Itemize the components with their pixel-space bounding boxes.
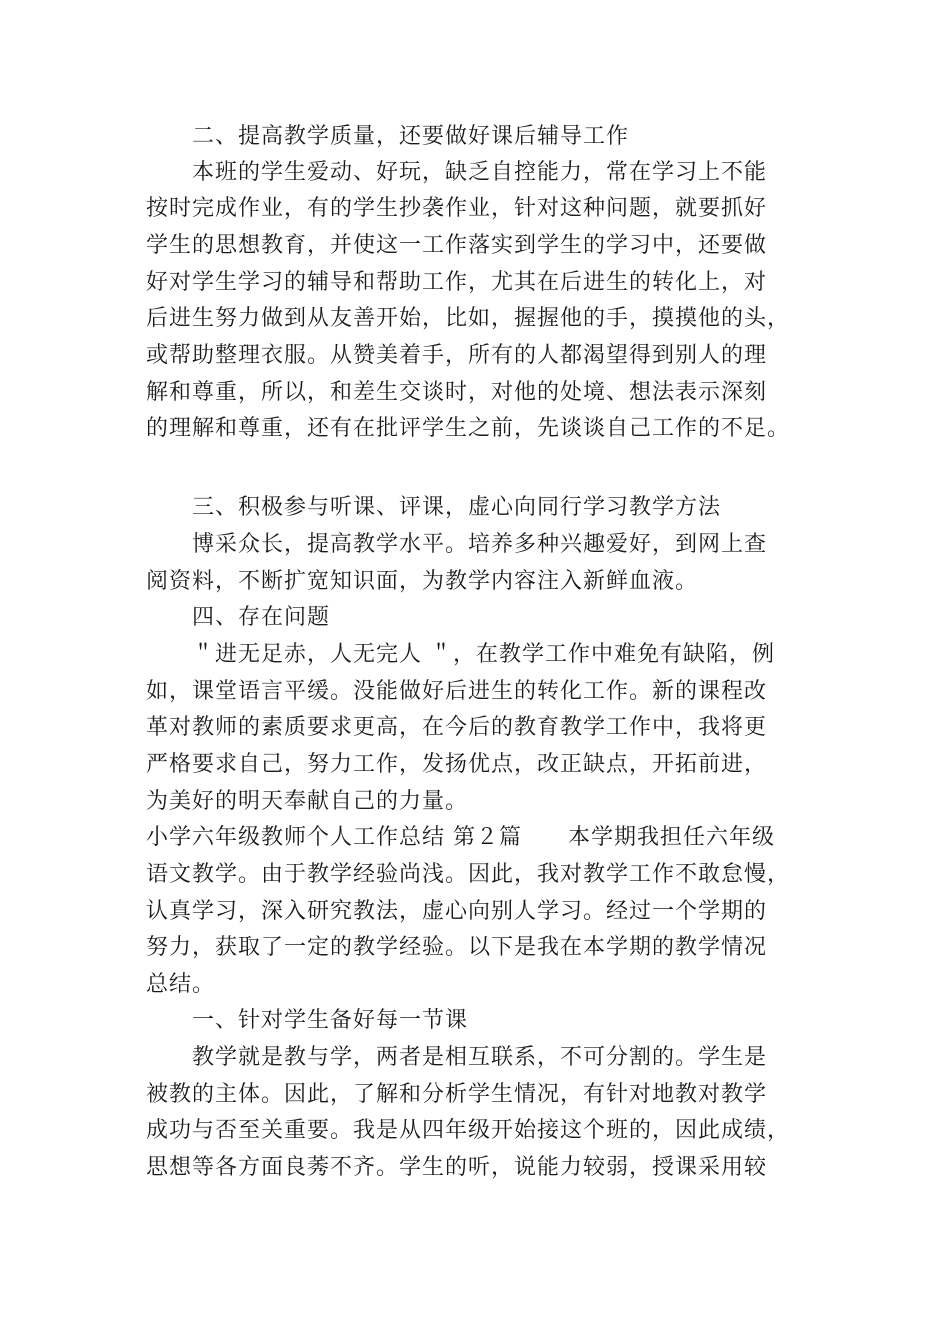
paragraph-line: 认真学习，深入研究教法，虚心向别人学习。经过一个学期的	[146, 899, 768, 924]
paragraph-line: 或帮助整理衣服。从赞美着手，所有的人都渴望得到别人的理	[146, 343, 768, 368]
paragraph-line: 努力，获取了一定的教学经验。以下是我在本学期的教学情况	[146, 935, 768, 960]
paragraph-line: 后进生努力做到从友善开始，比如，握握他的手，摸摸他的头，	[146, 306, 791, 331]
paragraph-line: 按时完成作业，有的学生抄袭作业，针对这种问题，就要抓好	[146, 196, 768, 221]
paragraph-line: 语文教学。由于教学经验尚浅。因此，我对教学工作不敢怠慢，	[146, 862, 791, 887]
paragraph-line: 革对教师的素质要求更高，在今后的教育教学工作中，我将更	[146, 715, 768, 740]
paragraph-line: 好对学生学习的辅导和帮助工作，尤其在后进生的转化上，对	[146, 270, 768, 295]
section-heading-1: 一、针对学生备好每一节课	[146, 1008, 469, 1033]
section-heading-3: 三、积极参与听课、评课，虚心向同行学习教学方法	[146, 495, 722, 520]
paragraph-line: 学生的思想教育，并使这一工作落实到学生的学习中，还要做	[146, 233, 768, 258]
paragraph-line: ＂进无足赤，人无完人 ＂，在教学工作中难免有缺陷，例	[146, 642, 775, 667]
paragraph-line: 思想等各方面良莠不齐。学生的听，说能力较弱，授课采用较	[146, 1155, 768, 1180]
paragraph-line: 如，课堂语言平缓。没能做好后进生的转化工作。新的课程改	[146, 679, 768, 704]
paragraph-line: 博采众长，提高教学水平。培养多种兴趣爱好，到网上查	[146, 532, 768, 557]
section-heading-4: 四、存在问题	[146, 605, 331, 630]
paragraph-line: 严格要求自己，努力工作，发扬优点，改正缺点，开拓前进，	[146, 752, 768, 777]
paragraph-line: 教学就是教与学，两者是相互联系，不可分割的。学生是	[146, 1045, 768, 1070]
paragraph-line: 解和尊重，所以，和差生交谈时，对他的处境、想法表示深刻	[146, 380, 768, 405]
paragraph-line: 本班的学生爱动、好玩，缺乏自控能力，常在学习上不能	[146, 160, 768, 185]
article-title-line: 小学六年级教师个人工作总结 第２篇 本学期我担任六年级	[146, 825, 775, 850]
paragraph-line: 阅资料，不断扩宽知识面，为教学内容注入新鲜血液。	[146, 569, 699, 594]
paragraph-line: 被教的主体。因此，了解和分析学生情况，有针对地教对教学	[146, 1082, 768, 1107]
section-heading-2: 二、提高教学质量，还要做好课后辅导工作	[146, 124, 630, 149]
paragraph-line: 总结。	[146, 972, 216, 997]
paragraph-line: 的理解和尊重，还有在批评学生之前，先谈谈自己工作的不足。	[146, 416, 791, 441]
paragraph-line: 为美好的明天奉献自己的力量。	[146, 789, 469, 814]
paragraph-line: 成功与否至关重要。我是从四年级开始接这个班的，因此成绩，	[146, 1118, 791, 1143]
